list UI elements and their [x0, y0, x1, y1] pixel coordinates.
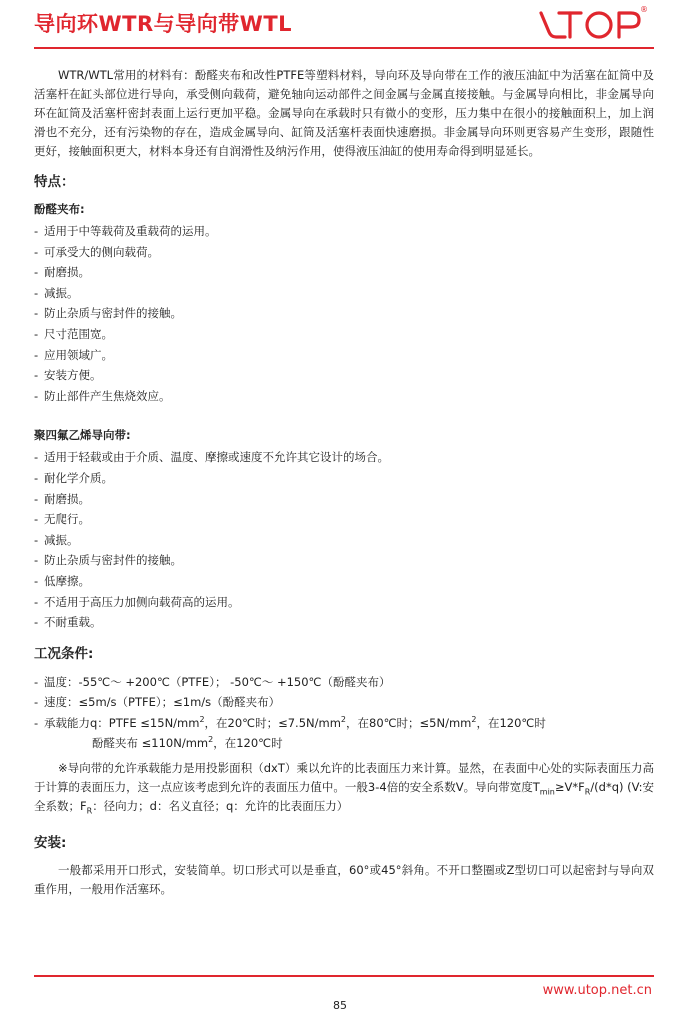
intro-paragraph: WTR/WTL常用的材料有：酚醛夹布和改性PTFE等塑料材料，导向环及导向带在工作的液压油缸中为活塞在缸筒中及活塞杆在缸头部位进行导向，承受侧向载荷，避免轴向运动部件之间金属与金属直接接触。与金属导向相比，非金属导向环在缸筒及活塞杆密封表面上运行更加平稳。金属导向在承载时只有微小的变形，压力集中在很小的接触面积上，加上润滑也不充分，还有污染物的存在，造成金属导向、缸筒及活塞杆表面快速磨损。非金属导向环则更容易产生变形，跟随性更好，接触面积更大，材料本身还有自润滑性及纳污作用，使得液压油缸的使用寿命得到明显延长。: [34, 68, 654, 158]
list-item: - 适用于中等载荷及重载荷的运用。: [34, 224, 217, 238]
list-item: - 无爬行。: [34, 512, 90, 527]
features-heading: 特点：: [34, 174, 75, 190]
list-item: - 不耐重载。: [34, 615, 102, 630]
list-item: - 耐化学介质。: [34, 470, 113, 485]
list-item: - 防止杂质与密封件的接触。: [34, 306, 182, 321]
conditions-list: [34, 672, 654, 734]
phenolic-heading: 酚醛夹布:: [34, 202, 85, 216]
phenolic-list: [34, 221, 654, 406]
load-line: - 承载能力q：PTFE $\le 15N/mm^2$，在20℃时；$\le 7.5N/mm^2$，在80℃时；$\le 5N/mm^2$，在120℃时: [34, 715, 546, 730]
page-content: [34, 66, 654, 899]
list-item: - 尺寸范围宽。: [34, 326, 113, 341]
header-rule: [34, 47, 654, 49]
speed-line: - 速度：≤5m/s（PTFE）；≤1m/s（酚醛夹布）: [34, 695, 281, 710]
website-link[interactable]: www.utop.net.cn: [542, 983, 652, 998]
page-title: 导向环WTR与导向带WTL: [34, 12, 293, 36]
list-item: - 可承受大的侧向载荷。: [34, 244, 159, 259]
list-item: - 适用于轻载或由于介质、温度、摩擦或速度不允许其它设计的场合。: [34, 450, 389, 465]
list-item: - 减振。: [34, 285, 79, 300]
installation-heading: 安装:: [34, 835, 67, 852]
load-phenolic-line: 酚醛夹布 $\le 110N/mm^2$，在120℃时: [92, 735, 283, 751]
list-item: - 减振。: [34, 532, 79, 547]
footer-rule: [34, 975, 654, 977]
list-item: - 耐磨损。: [34, 265, 90, 280]
ptfe-list: [34, 447, 654, 632]
temperature-line: - 温度：-55℃～ +200℃（PTFE）； -50℃～ +150℃（酚醛夹布）: [34, 674, 391, 689]
load-note: ※导向带的允许承载能力是用投影面积（dxT）乘以允许的比表面压力来计算。显然，在表面中心处的实际表面压力高于计算的表面压力，这一点应该考虑到允许的表面压力值中。一般3-4倍的安全系数V。导向带宽度$T_{min}\ge V*F_R/(d*q)$ (V:安全系数；$F_R$：径向力；d：名义直径；q：允许的比表面压力）: [34, 761, 654, 816]
list-item: - 应用领域广。: [34, 347, 113, 362]
list-item: - 低摩擦。: [34, 573, 90, 588]
conditions-heading: 工况条件:: [34, 645, 94, 662]
installation-paragraph: 一般都采用开口形式，安装简单。切口形式可以是垂直，60°或45°斜角。不开口整圈或Z型切口可以起密封与导向双重作用，一般用作活塞环。: [34, 863, 654, 897]
list-item: - 防止部件产生焦烧效应。: [34, 388, 171, 403]
page-number: 85: [333, 999, 347, 1012]
list-item: - 不适用于高压力加侧向载荷高的运用。: [34, 594, 240, 609]
utop-logo: [535, 2, 655, 44]
list-item: - 安装方便。: [34, 368, 102, 383]
registered-mark: ®: [640, 5, 648, 14]
page-header: [0, 0, 680, 52]
ptfe-heading: 聚四氟乙烯导向带:: [34, 428, 131, 443]
list-item: - 耐磨损。: [34, 491, 90, 506]
list-item: - 防止杂质与密封件的接触。: [34, 553, 182, 568]
